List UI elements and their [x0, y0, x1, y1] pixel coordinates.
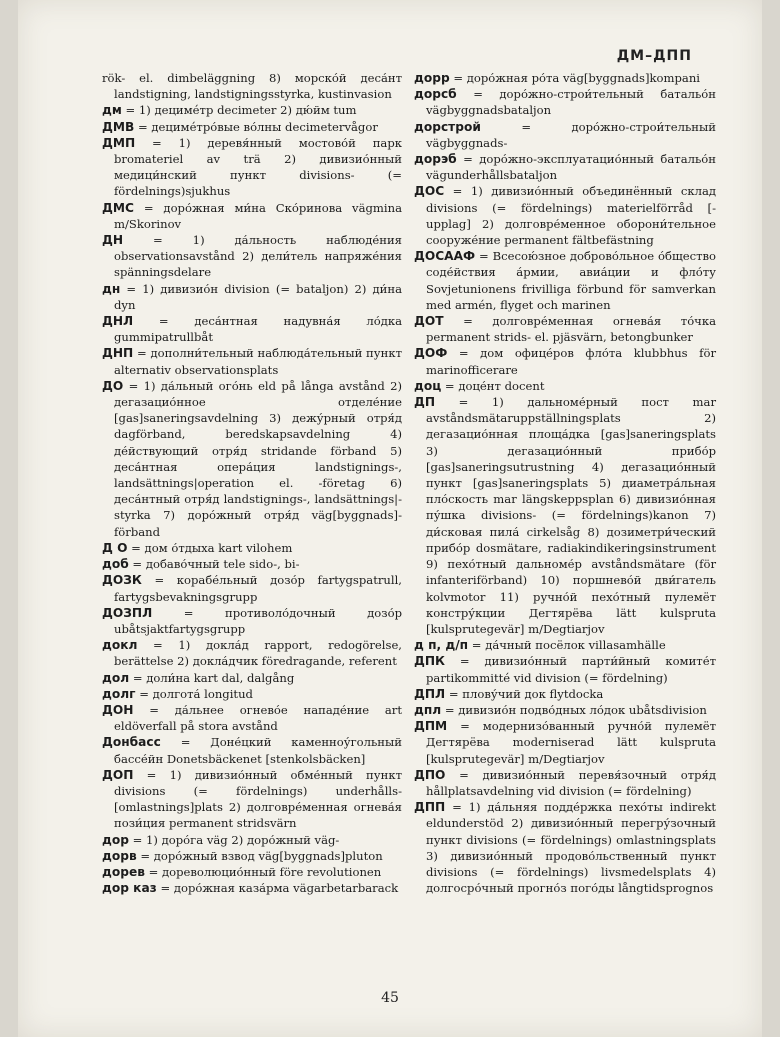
- entry-headword: доб: [102, 557, 129, 572]
- dictionary-entry: [414, 653, 716, 685]
- dictionary-entry: [414, 718, 716, 767]
- entry-headword: доpсб: [414, 87, 457, 102]
- dictionary-entry: [102, 880, 402, 896]
- entry-definition: = 1) да́льный ого́нь eld på långa avstånd 2) дегазацио́нное отделе́ние [gas]saneringsavdelning 3) дежу́рный отря́д dagförband, beredskapsavdelning 4) де́йствующий отря́д stridande förband 5) деса́нтная опера́ция landstignings-, landsättnings|operation el. -företag 6) деса́нтный отря́д landstignings-, landsättnings|-styrka 7) доро́жный отря́д väg[byggnads]-förband: [114, 378, 402, 539]
- entry-definition: = децимéтро́вые во́лны decimetervågor: [134, 119, 378, 134]
- entry-headword: дорр: [414, 71, 450, 85]
- entry-headword: ДМВ: [102, 119, 135, 134]
- entry-headword: ДО: [102, 378, 124, 393]
- dictionary-entry: [102, 200, 402, 232]
- dictionary-entry: [414, 345, 716, 377]
- entry-definition: = доро́жная ро́та väg[byggnads]kompani: [449, 71, 700, 85]
- entry-definition: = 1) докла́д rapport, redogörelse, berättelse 2) докла́дчик föredragande, referent: [114, 638, 402, 669]
- dictionary-page: [18, 0, 762, 1037]
- dictionary-entry: [414, 637, 716, 653]
- entry-definition: = 1) деревя́нный мостово́й парк bromateriel av trä 2) дивизио́нный медици́нский пункт divisions- (= fördelnings)sjukhus: [114, 135, 402, 199]
- entry-definition: = дом офице́ров фло́та klubbhus för marinofficerare: [426, 346, 716, 377]
- entry-headword: ДМП: [102, 135, 136, 150]
- dictionary-entry: [102, 670, 402, 686]
- entry-headword: доц: [414, 378, 442, 393]
- entry-definition: = доро́жно-строи́тельный vägbyggnads-: [426, 119, 716, 150]
- entry-headword: дорев: [102, 864, 145, 879]
- entry-headword: ДНЛ: [102, 314, 134, 329]
- dictionary-entry: [102, 832, 402, 848]
- entry-definition: = доце́нт docent: [441, 378, 545, 393]
- entry-definition: = 1) дивизио́н division (= bataljon) 2) ди́на dyn: [114, 281, 402, 312]
- dictionary-entry: [414, 248, 716, 313]
- dictionary-entry: [102, 702, 402, 734]
- entry-definition: = 1) дальноме́рный пост mar avståndsmätaruppställningsplats 2) дегазацио́нная площа́дка [gas]saneringsplats 3) дегазацио́нный прибо́р [gas]saneringsutrustning 4) дегазацио́нный пункт [gas]saneringsplats 5) диаметра́льная пло́скость mar längskeppsplan 6) дивизио́нная пу́шка divisions- (= fördelnings)kanon 7) ди́сковая пила́ cirkelsåg 8) дозиметри́ческий прибо́р dosmätare, radiakindikeringsinstrument 9) пехо́тный дальноме́р avståndsmätare (för infanteriförband) 10) поршнево́й дви́гатель kolvmotor 11) ручно́й пехо́тный пулемёт констру́кции Дегтярёва lätt kulspruta [kulsprutegevär] m/Degtiarjov: [426, 395, 716, 636]
- entry-definition: = доли́на kart dal, dalgång: [129, 670, 295, 685]
- dictionary-entry: [102, 281, 402, 313]
- entry-definition: = Доне́цкий каменноу́гольный бассе́йн Donetsbäckenet [stenkolsbäcken]: [114, 735, 402, 766]
- running-header: ДМ–ДПП: [616, 48, 692, 64]
- dictionary-entry: [102, 70, 402, 102]
- dictionary-entry: [414, 119, 716, 151]
- entry-definition: = да́льнее огнево́е нападе́ние art eldöverfall på stora avstånd: [114, 702, 402, 734]
- entry-headword: Д О: [102, 540, 128, 555]
- entry-headword: дор каз: [102, 881, 157, 896]
- entry-headword: ДОСААФ: [414, 249, 476, 264]
- dictionary-entry: [414, 151, 716, 183]
- entry-definition: = 1) да́льность наблюде́ния observationsavstånd 2) дели́тель напряже́ния spänningsdelare: [114, 233, 402, 280]
- entry-definition: = 1) дивизио́нный объединённый склад divisions (= fördelnings) materielförråd [-upplag] 2) долговре́менное оборони́тельное сооруже́ние permanent fältbefästning: [426, 184, 716, 248]
- dictionary-entry: [414, 799, 716, 896]
- entry-headword: Донбасс: [102, 735, 161, 750]
- entry-headword: д п, д/п: [414, 638, 469, 653]
- entry-headword: ДПЛ: [414, 686, 446, 701]
- entry-headword: дорстрой: [414, 119, 481, 134]
- entry-definition: = деса́нтная надувна́я ло́дка gummipatrullbåt: [114, 314, 402, 345]
- entry-definition: = корабе́льный дозо́р fartygspatrull, fartygsbevakningsgrupp: [114, 573, 402, 604]
- entry-headword: ДОН: [102, 702, 134, 717]
- entry-definition: = дом о́тдыха kart vilohem: [127, 540, 293, 555]
- entry-definition: = доро́жный взвод väg[byggnads]pluton: [136, 848, 383, 863]
- dictionary-entry: [102, 572, 402, 604]
- entry-definition: = дивизио́н подво́дных ло́док ubåtsdivision: [441, 702, 707, 717]
- entry-definition: = 1) децимéтр decimeter 2) дю́йм tum: [121, 103, 357, 118]
- entry-definition: = модернизо́ванный ручно́й пулемёт Дегтярёва moderniserad lätt kulspruta [kulsprutegevär] m/Degtiarjov: [426, 719, 716, 766]
- entry-headword: ДМС: [102, 200, 134, 215]
- entry-headword: ДПМ: [414, 719, 448, 734]
- entry-headword: дор: [102, 832, 129, 847]
- dictionary-entry: [414, 313, 716, 345]
- dictionary-entry: [102, 556, 402, 572]
- entry-headword: ДОП: [102, 767, 134, 782]
- dictionary-entry: [102, 135, 402, 200]
- entry-headword: ДПК: [414, 654, 446, 669]
- dictionary-entry: [414, 378, 716, 394]
- entry-definition: = дивизио́нный перевя́зочный отря́д hållplatsavdelning vid division (= fördelning): [426, 767, 716, 798]
- entry-definition: = да́чный посёлок villasamhälle: [468, 638, 666, 653]
- entry-definition: = плову́чий док flytdocka: [445, 686, 604, 701]
- entry-definition: = дореволюцио́нный före revolutionen: [144, 864, 382, 879]
- entry-headword: докл: [102, 638, 138, 653]
- entry-definition: = 1) да́льняя подде́ржка пехо́ты indirekt eldunderstöd 2) дивизио́нный перегру́зочный пункт divisions (= fördelnings) omlastningsplats 3) дивизио́нный продово́льственный пункт divisions (= fördelnings) livsmedelsplats 4) долгосро́чный прогно́з пого́ды långtidsprognos: [426, 800, 716, 896]
- entry-definition: = доро́жная каза́рма vägarbetarbarack: [156, 881, 399, 896]
- dictionary-entry: [102, 848, 402, 864]
- left-column: [102, 70, 402, 896]
- entry-headword: ДНП: [102, 346, 134, 361]
- dictionary-entry: [102, 637, 402, 669]
- entry-headword: ДН: [102, 233, 124, 248]
- dictionary-entry: [102, 378, 402, 540]
- entry-headword: ДОЗПЛ: [102, 605, 153, 620]
- dictionary-entry: [102, 102, 402, 118]
- entry-headword: ДОФ: [414, 346, 448, 361]
- dictionary-entry: [102, 734, 402, 766]
- entry-headword: дпл: [414, 702, 442, 717]
- entry-headword: ДПО: [414, 767, 446, 782]
- dictionary-entry: [414, 183, 716, 248]
- entry-definition: = долговре́менная огнева́я то́чка permanent strids- el. pjäsvärn, betongbunker: [426, 314, 716, 345]
- dictionary-entry: [102, 605, 402, 637]
- entry-definition: rök- el. dimbeläggning 8) морско́й деса́нт landstigning, landstigningsstyrka, kustinvasion: [102, 71, 402, 102]
- entry-headword: дн: [102, 281, 121, 296]
- dictionary-entry: [102, 864, 402, 880]
- entry-headword: дорэб: [414, 152, 457, 167]
- entry-definition: = 1) дивизио́нный обме́нный пункт divisions (= fördelnings) underhålls- [omlastnings]plats 2) долговре́менная огнева́я пози́ция permanent stridsvärn: [114, 767, 402, 831]
- dictionary-entry: [102, 119, 402, 135]
- entry-definition: = противоло́дочный дозо́р ubåtsjaktfartygsgrupp: [114, 605, 402, 636]
- entry-headword: ДОТ: [414, 314, 444, 329]
- entry-headword: дм: [102, 103, 122, 118]
- entry-definition: = дополни́тельный наблюда́тельный пункт alternativ observationsplats: [114, 346, 402, 377]
- dictionary-entry: [102, 232, 402, 281]
- entry-headword: дорв: [102, 848, 137, 863]
- entry-definition: = доро́жно-строи́тельный батальо́н vägbyggnadsbataljon: [426, 87, 716, 118]
- entry-headword: ДОС: [414, 184, 445, 199]
- entry-definition: = доро́жно-эксплуатацио́нный батальо́н vägunderhållsbataljon: [426, 152, 716, 183]
- dictionary-entry: [102, 767, 402, 832]
- dictionary-entry: [414, 394, 716, 637]
- dictionary-entry: [102, 313, 402, 345]
- entry-definition: = Всесою́зное доброво́льное о́бщество соде́йствия а́рмии, авиа́ции и фло́ту Sovjetunionens frivilliga förbund för samverkan med armén, flyget och marinen: [426, 249, 716, 312]
- right-column: [414, 70, 716, 896]
- dictionary-entry: [414, 70, 716, 86]
- entry-headword: дол: [102, 670, 130, 685]
- entry-definition: = добаво́чный tele sido-, bi-: [128, 557, 300, 572]
- dictionary-entry: [414, 686, 716, 702]
- page-number: 45: [381, 990, 399, 1006]
- entry-headword: долг: [102, 686, 136, 701]
- entry-definition: = дивизио́нный парти́йный комите́т partikommitté vid division (= fördelning): [426, 654, 716, 685]
- dictionary-entry: [414, 702, 716, 718]
- entry-headword: ДОЗК: [102, 573, 142, 588]
- dictionary-entry: [414, 86, 716, 118]
- entry-headword: ДПП: [414, 800, 446, 815]
- dictionary-entry: [102, 345, 402, 377]
- entry-definition: = доро́жная ми́на Ско́ринова vägmina m/Skorinov: [114, 200, 402, 231]
- entry-headword: ДП: [414, 395, 436, 410]
- dictionary-entry: [102, 686, 402, 702]
- dictionary-entry: [414, 767, 716, 799]
- dictionary-entry: [102, 540, 402, 556]
- entry-definition: = 1) доро́га väg 2) доро́жный väg-: [128, 832, 340, 847]
- entry-definition: = долгота́ longitud: [135, 686, 253, 701]
